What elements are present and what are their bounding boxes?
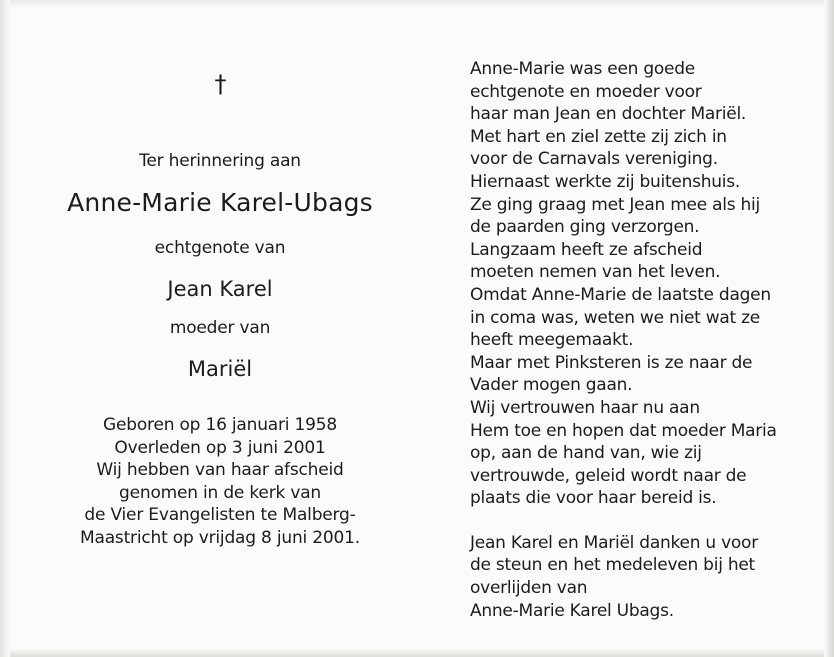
tribute-line: plaats die voor haar bereid is. bbox=[470, 488, 717, 509]
remembrance-heading: Ter herinnering aan bbox=[139, 151, 301, 171]
detail-line: Maastricht op vrijdag 8 juni 2001. bbox=[80, 527, 360, 548]
paper-edge-top bbox=[0, 0, 834, 8]
paper-edge-bottom bbox=[0, 648, 834, 657]
tribute-line: Ze ging graag met Jean mee als hij bbox=[470, 194, 760, 215]
detail-line: Wij hebben van haar afscheid bbox=[96, 460, 344, 480]
thanks-line: Jean Karel en Mariël danken u voor bbox=[470, 532, 758, 553]
paragraph-gap bbox=[470, 510, 815, 532]
tribute-line: Langzaam heeft ze afscheid bbox=[470, 239, 703, 260]
tribute-line: op, aan de hand van, wie zij bbox=[470, 443, 702, 464]
tribute-line: echtgenote en moeder voor bbox=[470, 81, 702, 102]
left-panel bbox=[40, 70, 400, 549]
tribute-line: haar man Jean en dochter Mariël. bbox=[470, 104, 747, 125]
thanks-line: overlijden van bbox=[470, 578, 588, 599]
paper-edge-right bbox=[824, 0, 834, 657]
tribute-line: vertrouwde, geleid wordt naar de bbox=[470, 465, 747, 486]
mother-label: moeder van bbox=[169, 318, 271, 338]
tribute-line: Omdat Anne-Marie de laatste dagen bbox=[470, 284, 771, 305]
tribute-line: de paarden ging verzorgen. bbox=[470, 217, 700, 238]
life-details bbox=[40, 414, 400, 549]
tribute-line: Hem toe en hopen dat moeder Maria bbox=[470, 420, 777, 441]
detail-line: Geboren op 16 januari 1958 bbox=[103, 415, 337, 435]
tribute-line: Met hart en ziel zette zij zich in bbox=[470, 126, 727, 147]
tribute-line: Hiernaast werkte zij buitenshuis. bbox=[470, 171, 741, 192]
spouse-label: echtgenote van bbox=[154, 238, 286, 258]
tribute-line: in coma was, weten we niet wat ze bbox=[470, 307, 760, 328]
spouse-name: Jean Karel bbox=[167, 277, 273, 301]
paper-edge-left bbox=[0, 0, 10, 657]
tribute-line: Maar met Pinksteren is ze naar de bbox=[470, 352, 753, 373]
tribute-paragraph bbox=[470, 58, 815, 510]
tribute-line: Wij vertrouwen haar nu aan bbox=[470, 397, 700, 418]
tribute-line: heeft meegemaakt. bbox=[470, 330, 634, 351]
thanks-paragraph bbox=[470, 532, 815, 622]
tribute-line: moeten nemen van het leven. bbox=[470, 262, 721, 283]
thanks-line: de steun en het medeleven bij het bbox=[470, 555, 755, 576]
child-name: Mariël bbox=[187, 357, 253, 381]
detail-line: genomen in de kerk van bbox=[119, 482, 321, 503]
thanks-line: Anne-Marie Karel Ubags. bbox=[470, 600, 674, 621]
cross-icon: † bbox=[214, 70, 227, 98]
detail-line: de Vier Evangelisten te Malberg- bbox=[84, 505, 356, 525]
right-panel bbox=[470, 58, 815, 622]
tribute-line: voor de Carnavals vereniging. bbox=[470, 149, 718, 170]
detail-line: Overleden op 3 juni 2001 bbox=[114, 437, 326, 458]
deceased-name: Anne-Marie Karel-Ubags bbox=[67, 188, 373, 217]
tribute-line: Anne-Marie was een goede bbox=[470, 59, 696, 79]
tribute-line: Vader mogen gaan. bbox=[470, 375, 633, 396]
